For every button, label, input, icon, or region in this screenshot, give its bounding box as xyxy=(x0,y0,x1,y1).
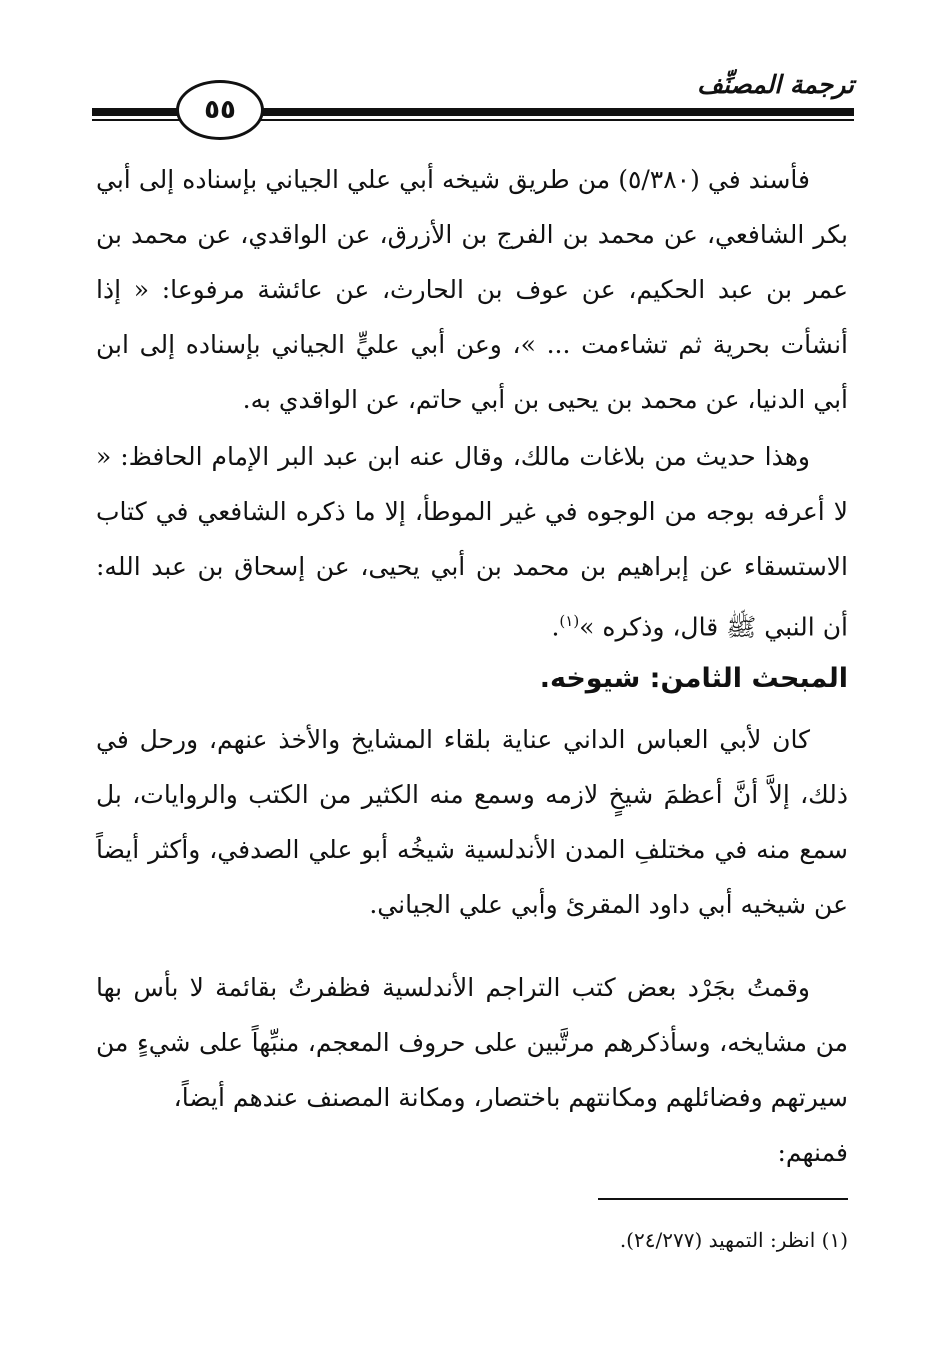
page-number-text: ٥٥ xyxy=(204,95,236,125)
paragraph-isnad-text: فأسند في (٥/٣٨٠) من طريق شيخه أبي علي الجياني بإسناده إلى أبي بكر الشافعي، عن محمد بن الفرج بن الأزرق، عن الواقدي، عن محمد بن عمر بن عبد الحكيم، عن عوف بن الحارث، عن عائشة مرفوعا: « إذا أنشأت بحرية ثم تشاءمت ... »، وعن أبي عليٍّ الجياني بإسناده إلى ابن أبي الدنيا، عن محمد بن يحيى بن أبي حاتم، عن الواقدي به. xyxy=(96,165,848,414)
footnote: (١) انظر: التمهيد (٢٤/٢٧٧). xyxy=(619,1228,848,1252)
section-heading: المبحث الثامن: شيوخه. xyxy=(539,663,848,694)
paragraph-teachers-list-intro xyxy=(96,960,848,1180)
footnote-separator xyxy=(598,1198,848,1200)
paragraph-hadith-note-text xyxy=(96,429,848,654)
footnote-ref: (١) xyxy=(559,612,580,630)
paragraph-teachers-list-end: فمنهم: xyxy=(777,1138,848,1167)
hadith-note-text: وهذا حديث من بلاغات مالك، وقال عنه ابن عبد البر الإمام الحافظ: « لا أعرفه بوجه من الوجوه في غير الموطأ، إلا ما ذكره الشافعي في كتاب الاستسقاء عن إبراهيم بن محمد بن أبي يحيى، عن إسحاق بن عبد الله: أن النبي ﷺ قال، وذكره » xyxy=(96,442,848,642)
hadith-note-end: . xyxy=(551,612,560,642)
paragraph-isnad xyxy=(96,152,848,427)
page-number xyxy=(176,80,264,140)
paragraph-hadith-note xyxy=(96,429,848,654)
paragraph-teachers-intro xyxy=(96,712,848,932)
paragraph-teachers-intro-text: كان لأبي العباس الداني عناية بلقاء المشايخ والأخذ عنهم، ورحل في ذلك، إلاَّ أنَّ أعظمَ شيخٍ لازمه وسمع منه الكثير من الكتب والروايات، بل سمع منه في مختلفِ المدن الأندلسية شيخُه أبو علي الصدفي، وأكثر أيضاً عن شيخيه أبي داود المقرئ وأبي علي الجياني. xyxy=(96,725,848,919)
running-title: ترجمة المصنِّف xyxy=(697,70,854,99)
paragraph-teachers-list-intro-text: وقمتُ بجَرْد بعض كتب التراجم الأندلسية فظفرتُ بقائمة لا بأس بها من مشايخه، وسأذكرهم مرتَّبين على حروف المعجم، منبِّهاً على شيءٍ من سيرتهم وفضائلهم ومكانتهم باختصار، ومكانة المصنف عندهم أيضاً، xyxy=(96,973,848,1112)
